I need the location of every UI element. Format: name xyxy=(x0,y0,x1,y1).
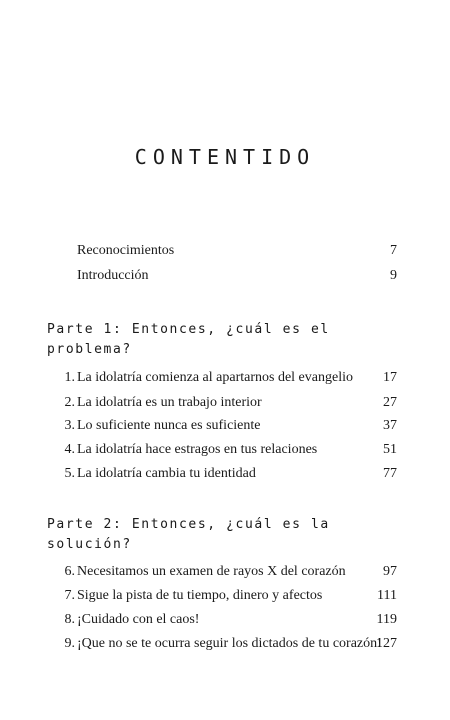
part-heading-line: solución? xyxy=(47,537,132,552)
toc-entry-acknowledgements xyxy=(60,243,397,265)
chapter-page: 37 xyxy=(383,418,397,433)
part-heading-line: problema? xyxy=(47,342,132,357)
chapter-title: ¡Cuidado con el caos! xyxy=(77,612,200,627)
page-title: CONTENTIDO xyxy=(134,145,316,169)
chapter-number: 9. xyxy=(64,636,75,651)
chapter-page: 17 xyxy=(383,370,397,385)
chapter-page: 77 xyxy=(383,466,397,481)
chapter-number: 1. xyxy=(64,370,75,385)
toc-chapter-5 xyxy=(60,466,397,488)
toc-entry-page: 7 xyxy=(390,243,397,258)
chapter-number: 8. xyxy=(64,612,75,627)
part-1-heading xyxy=(47,320,407,360)
toc-chapter-1 xyxy=(60,370,397,392)
toc-chapter-9 xyxy=(60,636,397,658)
part-heading-line: Parte 2: Entonces, ¿cuál es la xyxy=(47,517,330,532)
chapter-page: 127 xyxy=(376,636,397,651)
toc-entry-label: Introducción xyxy=(77,268,149,283)
chapter-number: 2. xyxy=(64,395,75,410)
chapter-number: 6. xyxy=(64,564,75,579)
chapter-title: La idolatría comienza al apartarnos del evangelio xyxy=(77,370,353,385)
toc-chapter-4 xyxy=(60,442,397,464)
chapter-title: Sigue la pista de tu tiempo, dinero y afectos xyxy=(77,588,323,603)
chapter-page: 51 xyxy=(383,442,397,457)
chapter-page: 27 xyxy=(383,395,397,410)
chapter-number: 7. xyxy=(64,588,75,603)
chapter-title: La idolatría hace estragos en tus relaciones xyxy=(77,442,318,457)
chapter-title: ¡Que no se te ocurra seguir los dictados de tu corazón! xyxy=(77,636,382,651)
chapter-title: La idolatría es un trabajo interior xyxy=(77,395,262,410)
chapter-page: 119 xyxy=(376,612,397,627)
toc-chapter-6 xyxy=(60,564,397,586)
toc-entry-label: Reconocimientos xyxy=(77,243,175,258)
toc-chapter-8 xyxy=(60,612,397,634)
chapter-page: 111 xyxy=(377,588,397,603)
part-heading-line: Parte 1: Entonces, ¿cuál es el xyxy=(47,322,330,337)
chapter-title: Lo suficiente nunca es suficiente xyxy=(77,418,261,433)
toc-chapter-3 xyxy=(60,418,397,440)
chapter-number: 3. xyxy=(64,418,75,433)
toc-chapter-2 xyxy=(60,395,397,417)
chapter-page: 97 xyxy=(383,564,397,579)
chapter-number: 5. xyxy=(64,466,75,481)
chapter-title: Necesitamos un examen de rayos X del corazón xyxy=(77,564,346,579)
toc-entry-page: 9 xyxy=(390,268,397,283)
part-2-heading xyxy=(47,515,407,555)
chapter-number: 4. xyxy=(64,442,75,457)
toc-chapter-7 xyxy=(60,588,397,610)
chapter-title: La idolatría cambia tu identidad xyxy=(77,466,256,481)
toc-entry-introduction xyxy=(60,268,397,290)
